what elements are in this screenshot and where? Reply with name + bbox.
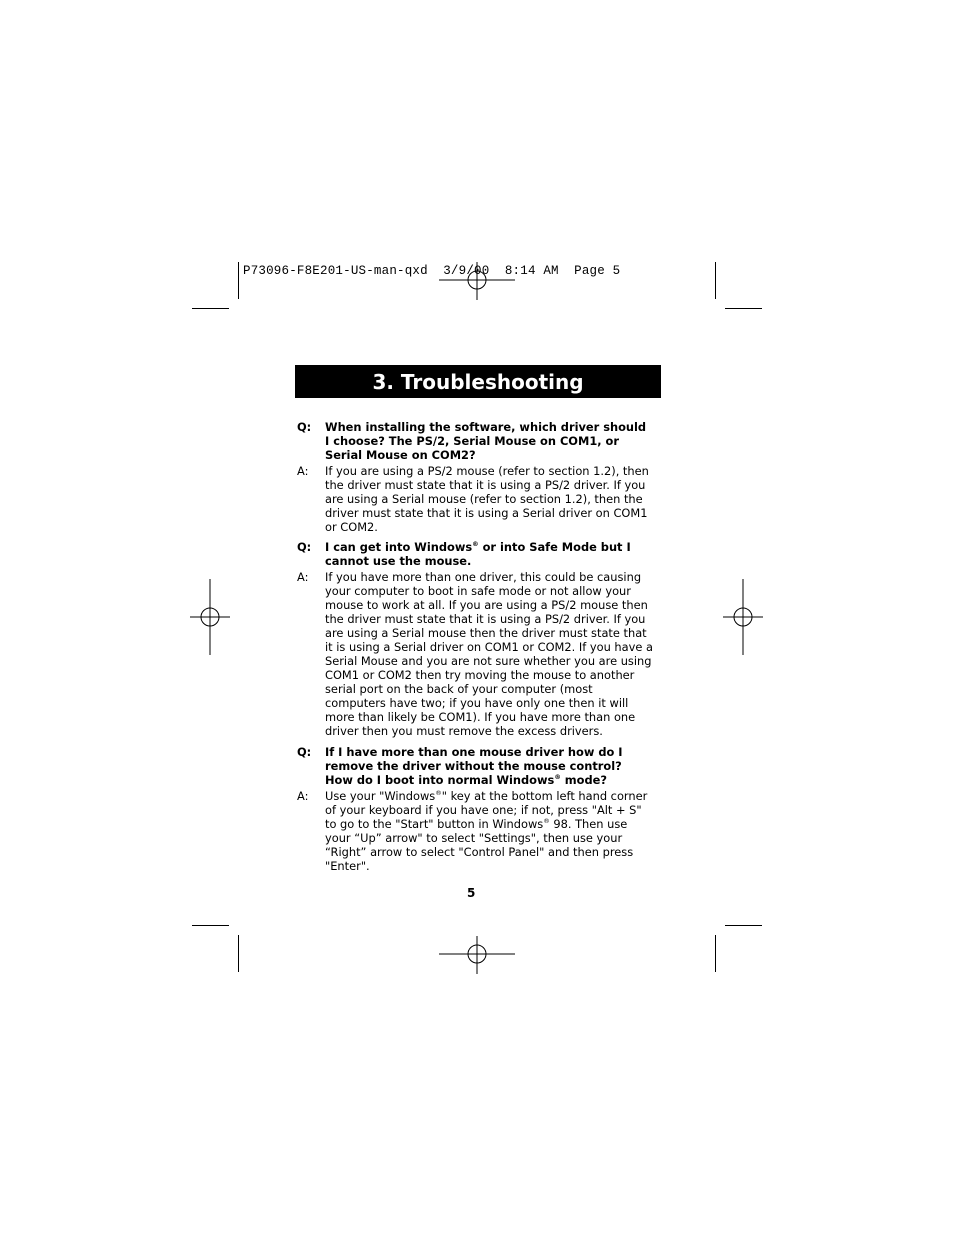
crop-mark: [715, 935, 716, 972]
answer-label: A:: [297, 570, 309, 584]
question-text: When installing the software, which driver should I choose? The PS/2, Serial Mouse on COM1, or Serial Mouse on COM2?: [325, 420, 647, 462]
print-slug: P73096-F8E201-US-man-qxd 3/9/00 8:14 AM Page 5: [243, 264, 621, 278]
answer-row: [297, 464, 653, 534]
section-title: 3. Troubleshooting: [372, 369, 584, 394]
crop-mark: [715, 262, 716, 299]
answer-label: A:: [297, 464, 309, 478]
registration-mark-icon: [439, 244, 515, 320]
qa-block-1: [297, 420, 653, 534]
question-label: Q:: [297, 540, 312, 554]
answer-text: If you are using a PS/2 mouse (refer to section 1.2), then the driver must state that it is using a PS/2 driver. If you are using a Serial mouse (refer to section 1.2), then the driver must state that it is using a Serial driver on COM1 or COM2.: [325, 464, 649, 534]
answer-row: [297, 789, 653, 873]
page-number: 5: [467, 886, 476, 900]
question-text: I can get into Windows® or into Safe Mode but I cannot use the mouse.: [325, 540, 631, 568]
crop-mark: [192, 308, 229, 309]
section-title-bar: [295, 365, 661, 398]
answer-text: If you have more than one driver, this could be causing your computer to boot in safe mode or not allow your mouse to work at all. If you are using a PS/2 mouse then the driver must state that it is using a PS/2 driver. If you are using a Serial mouse then the driver must state that it is using a Serial driver on COM1 or COM2. If you have a Serial Mouse and you are not sure whether you are using COM1 or COM2 then try moving the mouse to another serial port on the back of your computer (most computers have two; if you have only one then it will more than likely be COM1). If you have more than one driver then you must remove the excess drivers.: [325, 570, 653, 738]
answer-label: A:: [297, 789, 309, 803]
registration-mark-icon: [705, 579, 781, 655]
crop-mark: [725, 925, 762, 926]
crop-mark: [238, 935, 239, 972]
crop-mark: [725, 308, 762, 309]
registration-mark-icon: [439, 916, 515, 992]
qa-block-3: [297, 745, 653, 873]
question-label: Q:: [297, 420, 312, 434]
question-row: [297, 420, 653, 462]
crop-mark: [192, 925, 229, 926]
registration-mark-icon: [172, 579, 248, 655]
question-text: If I have more than one mouse driver how do I remove the driver without the mouse control? How do I boot into normal Windows® mode?: [325, 745, 623, 787]
question-row: [297, 745, 653, 787]
question-row: [297, 540, 653, 568]
question-label: Q:: [297, 745, 312, 759]
answer-row: [297, 570, 653, 738]
answer-text: Use your "Windows®" key at the bottom left hand corner of your keyboard if you have one; if not, press "Alt + S" to go to the "Start" button in Windows® 98. Then use your “Up” arrow" to select "Settings", then use your “Right” arrow to select "Control Panel" and then press "Enter".: [325, 789, 648, 873]
crop-mark: [238, 262, 239, 299]
qa-block-2: [297, 540, 653, 738]
